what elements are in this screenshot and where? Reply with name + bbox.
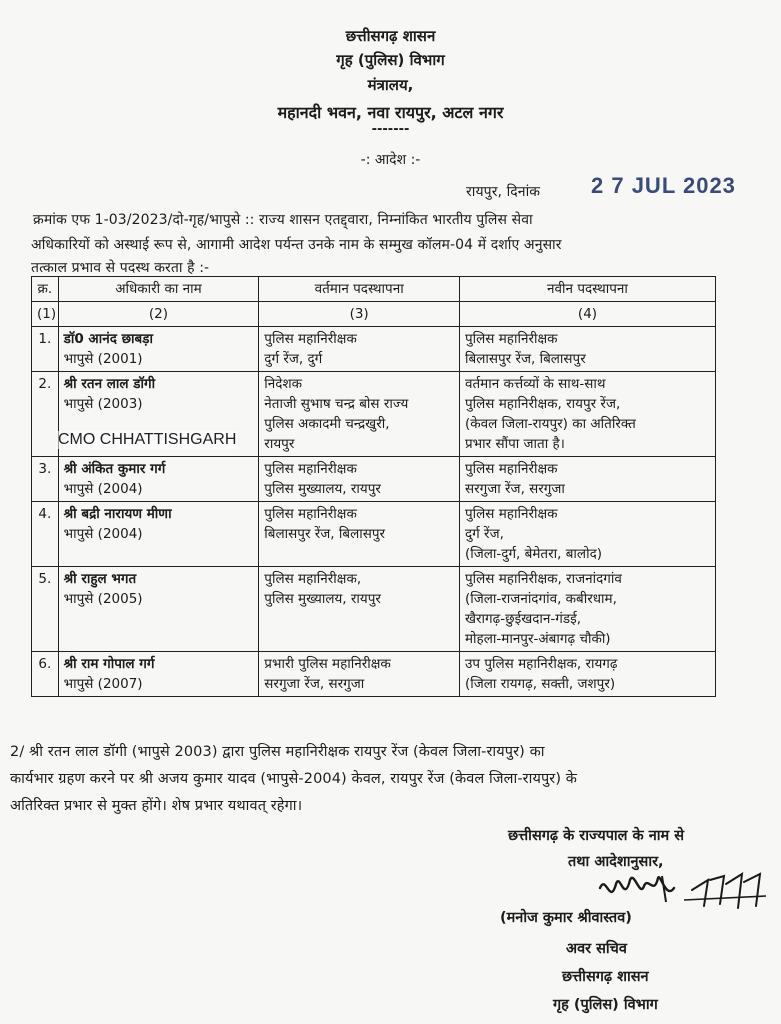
row-sno: 4. [32, 502, 59, 567]
new-posting-line: पुलिस महानिरीक्षक [464, 506, 558, 522]
new-posting-line: प्रभार सौंपा जाता है। [464, 436, 565, 452]
new-posting-cell [459, 327, 715, 372]
officer-batch: भापुसे (2004) [63, 481, 143, 497]
current-posting-cell [259, 567, 460, 652]
row-sno: 1. [32, 327, 59, 372]
new-posting-cell [459, 652, 715, 697]
officer-name: श्री राहुल भगत [63, 571, 137, 587]
col-num-3: (3) [259, 302, 460, 327]
header-address: महानदी भवन, नवा रायपुर, अटल नगर [277, 103, 504, 122]
intro-line-1: क्रमांक एफ 1-03/2023/दो-गृह/भापुसे :: राज्य शासन एतद्द्वारा, निम्नांकित भारतीय पुलिस सेवा [33, 212, 533, 228]
header-sno: क्र. [32, 277, 59, 302]
header-ministry: मंत्रालय, [367, 76, 414, 94]
col-num-1: (1) [32, 302, 59, 327]
officer-name: श्री अंकित कुमार गर्ग [63, 461, 166, 477]
new-posting-line: पुलिस महानिरीक्षक, रायपुर रेंज, [464, 396, 621, 412]
header-department: गृह (पुलिस) विभाग [336, 51, 445, 69]
officer-batch: भापुसे (2005) [63, 591, 143, 607]
new-posting-line: सरगुजा रेंज, सरगुजा [464, 481, 565, 497]
current-posting-cell [259, 652, 460, 697]
officer-name: श्री रतन लाल डॉगी [63, 376, 156, 392]
current-posting-line: पुलिस महानिरीक्षक, [264, 571, 362, 587]
current-posting-line: नेताजी सुभाष चन्द्र बोस राज्य [264, 396, 409, 412]
officer-name-cell [58, 652, 259, 697]
new-posting-cell [459, 567, 715, 652]
row-sno: 5. [32, 567, 59, 652]
current-posting-line: रायपुर [264, 436, 295, 452]
order-authority-line: तथा आदेशानुसार, [568, 854, 664, 870]
current-posting-line: सरगुजा रेंज, सरगुजा [264, 676, 365, 692]
date-stamp: 2 7 JUL 2023 [591, 173, 736, 198]
new-posting-line: वर्तमान कर्त्तव्यों के साथ-साथ [464, 376, 606, 392]
watermark-label: CMO CHHATTISHGARH [58, 431, 237, 448]
new-posting-line: दुर्ग रेंज, [464, 526, 504, 542]
header-officer-name: अधिकारी का नाम [58, 277, 259, 302]
new-posting-cell [459, 502, 715, 567]
officer-name-cell [58, 327, 259, 372]
officer-name: डॉ0 आनंद छाबड़ा [63, 331, 153, 347]
officer-batch: भापुसे (2004) [63, 526, 143, 542]
header-govt: छत्तीसगढ़ शासन [345, 27, 436, 45]
new-posting-line: पुलिस महानिरीक्षक [464, 331, 558, 347]
current-posting-cell [259, 372, 460, 457]
new-posting-line: (जिला-राजनांदगांव, कबीरधाम, [464, 591, 617, 607]
current-posting-cell [259, 502, 460, 567]
officer-name-cell [58, 502, 259, 567]
current-posting-cell [259, 327, 460, 372]
posting-table [31, 276, 716, 697]
current-posting-cell [259, 457, 460, 502]
intro-line-2: अधिकारियों को अस्थाई रूप से, आगामी आदेश पर्यन्त उनके नाम के सम्मुख कॉलम-04 में दर्शाए अनुसार [31, 237, 562, 253]
officer-batch: भापुसे (2001) [63, 351, 143, 367]
new-posting-line: (जिला रायगढ़, सक्ती, जशपुर) [464, 676, 616, 692]
current-posting-line: प्रभारी पुलिस महानिरीक्षक [264, 656, 391, 672]
table-row [32, 502, 716, 567]
table-row [32, 652, 716, 697]
signatory-government: छत्तीसगढ़ शासन [562, 969, 649, 985]
officer-batch: भापुसे (2007) [63, 676, 143, 692]
new-posting-line: खैरागढ़-छुईखदान-गंडई, [464, 611, 582, 627]
row-sno: 3. [32, 457, 59, 502]
column-number-row [32, 302, 716, 327]
new-posting-line: (जिला-दुर्ग, बेमेतरा, बालोद) [464, 546, 603, 562]
order-title: -: आदेश :- [360, 152, 421, 168]
current-posting-line: दुर्ग रेंज, दुर्ग [264, 351, 323, 367]
date-place: रायपुर, दिनांक [466, 184, 541, 200]
current-posting-line: पुलिस महानिरीक्षक [264, 461, 357, 477]
new-posting-cell [459, 457, 715, 502]
para2-line-3: अतिरिक्त प्रभार से मुक्त होंगे। शेष प्रभार यथावत् रहेगा। [10, 798, 303, 814]
table-row [32, 567, 716, 652]
current-posting-line: पुलिस महानिरीक्षक [264, 331, 357, 347]
officer-name: श्री राम गोपाल गर्ग [63, 656, 155, 672]
new-posting-line: (केवल जिला-रायपुर) का अतिरिक्त [464, 416, 636, 432]
new-posting-cell [459, 372, 715, 457]
new-posting-line: बिलासपुर रेंज, बिलासपुर [464, 351, 586, 367]
officer-batch: भापुसे (2003) [63, 396, 143, 412]
governor-authority-line: छत्तीसगढ़ के राज्यपाल के नाम से [508, 828, 685, 844]
table-row [32, 457, 716, 502]
officer-name-cell [58, 567, 259, 652]
signatory-name: (मनोज कुमार श्रीवास्तव) [500, 910, 632, 926]
header-new-posting: नवीन पदस्थापना [459, 277, 715, 302]
row-sno: 6. [32, 652, 59, 697]
row-sno: 2. [32, 372, 59, 457]
current-posting-line: निदेशक [264, 376, 303, 392]
current-posting-line: पुलिस अकादमी चन्द्रखुरी, [264, 416, 390, 432]
signatory-designation: अवर सचिव [566, 941, 627, 957]
header-current-posting: वर्तमान पदस्थापना [259, 277, 460, 302]
current-posting-line: पुलिस महानिरीक्षक [264, 506, 357, 522]
col-num-2: (2) [58, 302, 259, 327]
current-posting-line: बिलासपुर रेंज, बिलासपुर [264, 526, 386, 542]
header-divider: ------- [371, 122, 410, 137]
para2-line-1: 2/ श्री रतन लाल डॉगी (भापुसे 2003) द्वारा पुलिस महानिरीक्षक रायपुर रेंज (केवल जिला-रायपुर) का [10, 744, 545, 760]
table-header-row [32, 277, 716, 302]
new-posting-line: पुलिस महानिरीक्षक, राजनांदगांव [464, 571, 622, 587]
officer-name: श्री बद्री नारायण मीणा [63, 506, 172, 522]
current-posting-line: पुलिस मुख्यालय, रायपुर [264, 591, 381, 607]
table-row [32, 327, 716, 372]
intro-line-3: तत्काल प्रभाव से पदस्थ करता है :- [31, 260, 210, 276]
col-num-4: (4) [459, 302, 715, 327]
new-posting-line: मोहला-मानपुर-अंबागढ़ चौकी) [464, 631, 611, 647]
new-posting-line: उप पुलिस महानिरीक्षक, रायगढ़ [464, 656, 618, 672]
officer-name-cell [58, 457, 259, 502]
new-posting-line: पुलिस महानिरीक्षक [464, 461, 558, 477]
signatory-department: गृह (पुलिस) विभाग [553, 997, 658, 1013]
para2-line-2: कार्यभार ग्रहण करने पर श्री अजय कुमार यादव (भापुसे-2004) केवल, रायपुर रेंज (केवल जिला-रायपुर) के [10, 771, 578, 787]
current-posting-line: पुलिस मुख्यालय, रायपुर [264, 481, 381, 497]
